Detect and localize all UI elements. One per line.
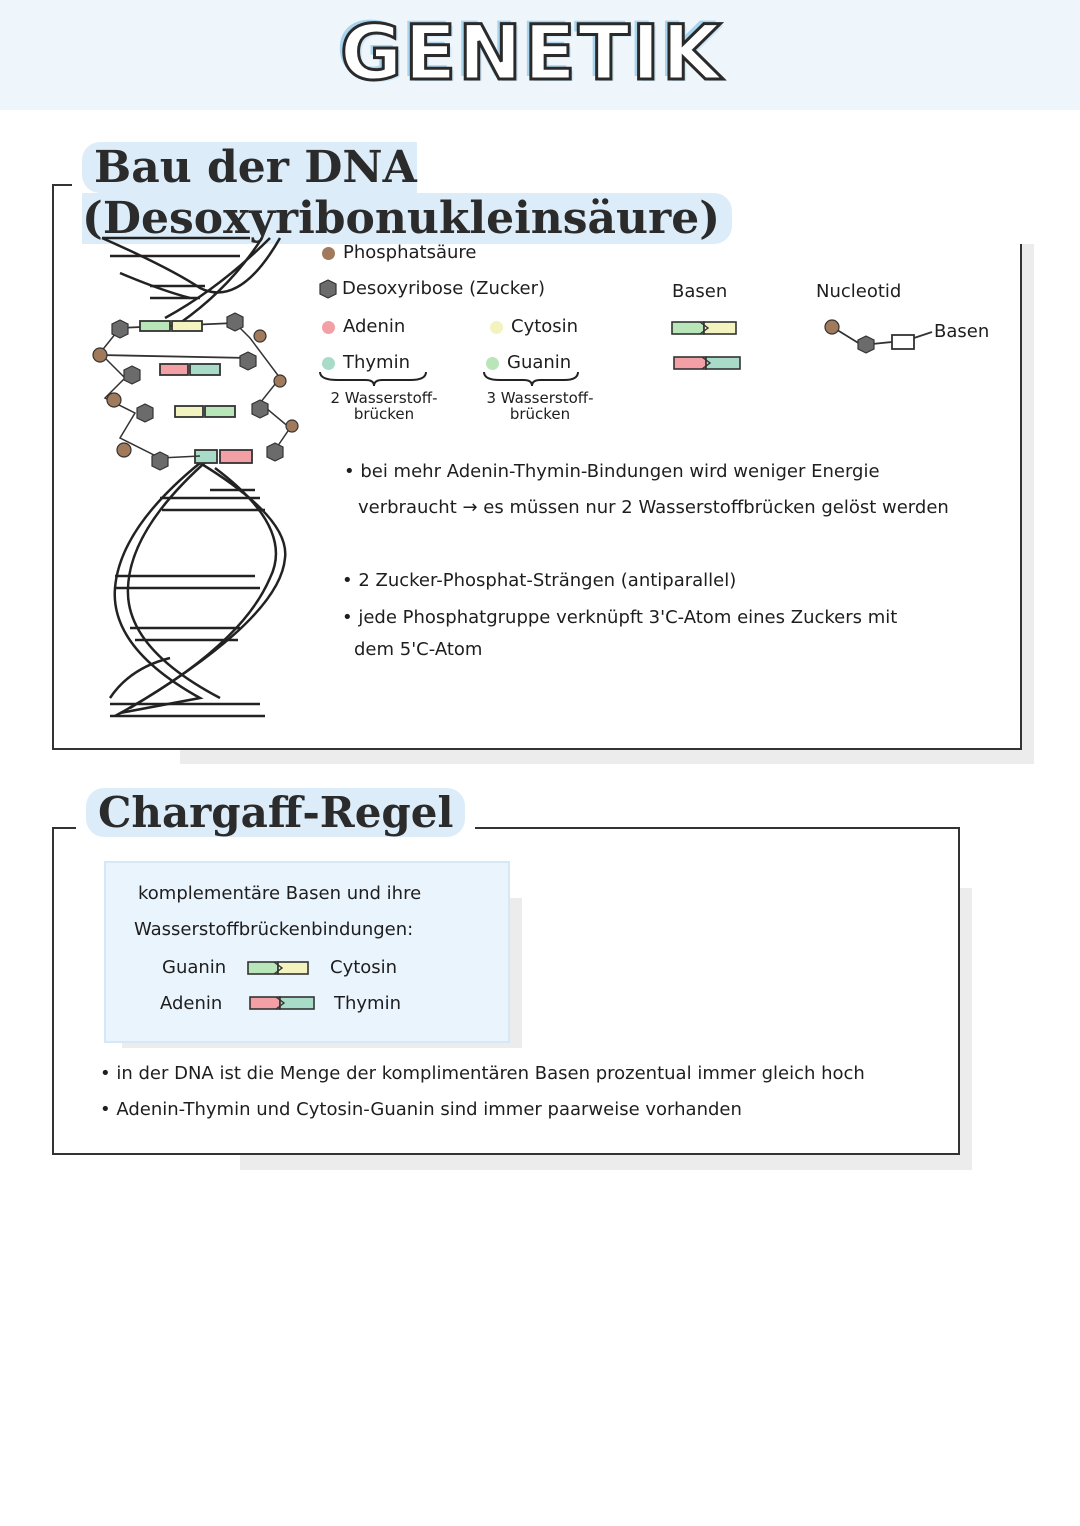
- basen-at-icon: [672, 354, 744, 372]
- thymin-dot-icon: [322, 357, 335, 370]
- three-hydrogen-bonds-label: 3 Wasserstoff-brücken: [486, 389, 594, 423]
- dna-helix-illustration: [90, 228, 305, 728]
- legend-adenin: [322, 316, 405, 337]
- pair2-right: Thymin: [334, 993, 401, 1014]
- legend-cytosin: [490, 316, 578, 337]
- phosphate-note-line2: dem 5'C-Atom: [354, 639, 483, 660]
- legend-phosphat: [322, 242, 476, 263]
- legend-phosphat-label: Phosphatsäure: [343, 242, 477, 263]
- basen-gc-icon: [670, 320, 740, 336]
- legend-desoxyribose-label: Desoxyribose (Zucker): [342, 278, 546, 299]
- pair1-left: Guanin: [162, 957, 227, 978]
- energy-note-line1: • bei mehr Adenin-Thymin-Bindungen wird weniger Energie: [344, 461, 880, 482]
- dna-heading-text: Bau der DNA (Desoxyribonukleinsäure): [82, 142, 732, 244]
- legend-thymin-label: Thymin: [343, 352, 410, 373]
- nucleotid-basen-label: Basen: [934, 321, 990, 342]
- nucleotid-diagram: [822, 318, 934, 358]
- zucker-hexagon-icon: [318, 279, 338, 299]
- box-line2: Wasserstoffbrückenbindungen:: [134, 919, 414, 940]
- brace-three-bonds: [482, 370, 582, 388]
- guanin-dot-icon: [486, 357, 499, 370]
- legend-desoxyribose: [318, 278, 545, 299]
- chargaff-heading-text: Chargaff-Regel: [86, 788, 465, 837]
- cytosin-dot-icon: [490, 321, 503, 334]
- guanin-cytosin-pair-icon: [246, 960, 312, 976]
- strands-note: • 2 Zucker-Phosphat-Strängen (antiparallel): [342, 570, 737, 591]
- chargaff-section-heading: [76, 788, 475, 837]
- legend-guanin-label: Guanin: [507, 352, 572, 373]
- phosphate-note-line1: • jede Phosphatgruppe verknüpft 3'C-Atom eines Zuckers mit: [342, 607, 898, 628]
- chargaff-note1: • in der DNA ist die Menge der komplimentären Basen prozentual immer gleich hoch: [100, 1063, 865, 1084]
- box-line1: komplementäre Basen und ihre: [138, 883, 422, 904]
- legend-adenin-label: Adenin: [343, 316, 406, 337]
- basen-header: Basen: [672, 281, 728, 302]
- chargaff-note2: • Adenin-Thymin und Cytosin-Guanin sind immer paarweise vorhanden: [100, 1099, 742, 1120]
- brace-two-bonds: [318, 370, 430, 388]
- phosphat-dot-icon: [322, 247, 335, 260]
- page-title: GENETIK: [340, 8, 723, 97]
- legend-cytosin-label: Cytosin: [511, 316, 579, 337]
- adenin-dot-icon: [322, 321, 335, 334]
- pair2-left: Adenin: [160, 993, 223, 1014]
- adenin-thymin-pair-icon: [248, 994, 318, 1012]
- two-hydrogen-bonds-label: 2 Wasserstoff-brücken: [330, 389, 438, 423]
- nucleotid-header: Nucleotid: [816, 281, 902, 302]
- pair1-right: Cytosin: [330, 957, 398, 978]
- energy-note-line2: verbraucht → es müssen nur 2 Wasserstoffbrücken gelöst werden: [358, 497, 949, 518]
